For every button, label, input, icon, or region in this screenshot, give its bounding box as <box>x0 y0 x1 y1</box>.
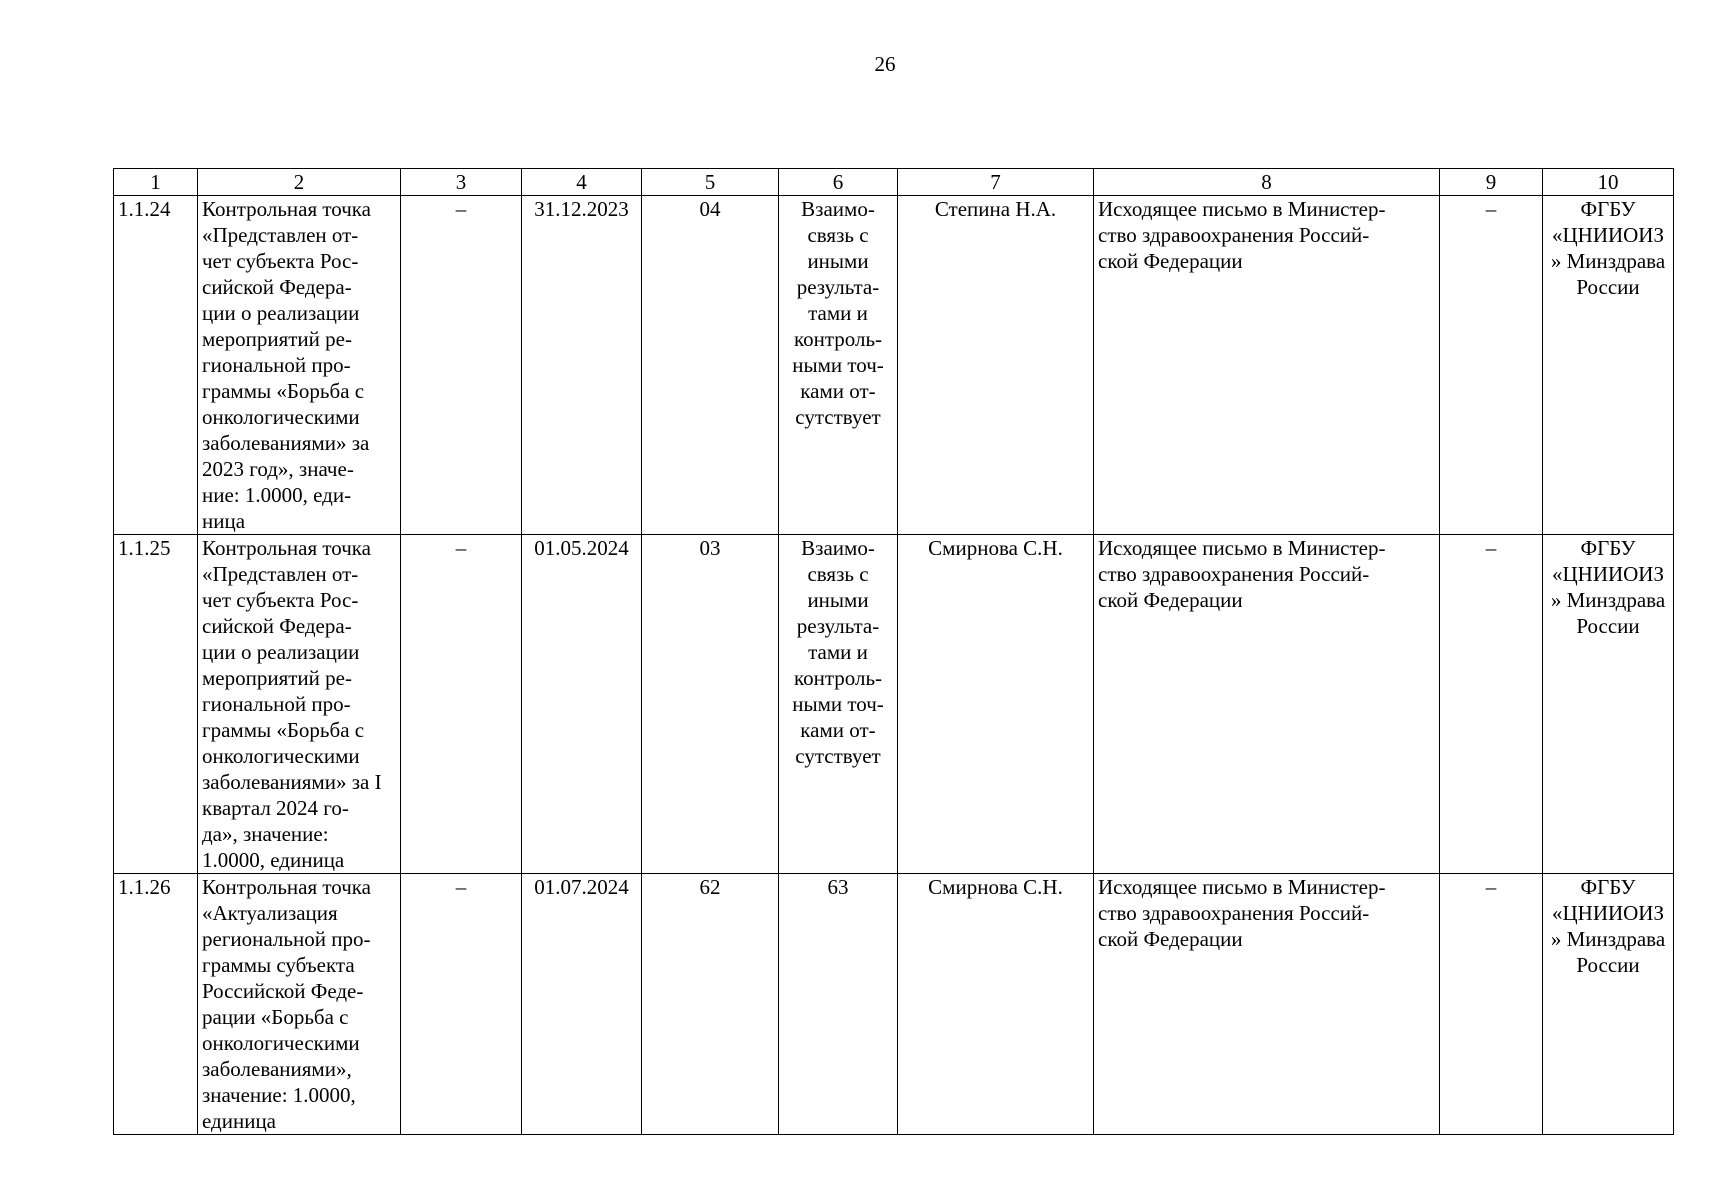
row-organization: ФГБУ «ЦНИИОИЗ» Минздрава России <box>1543 535 1674 874</box>
table-row <box>114 196 1674 535</box>
row-date: 01.05.2024 <box>522 535 642 874</box>
row-responsible: Смирнова С.Н. <box>898 535 1094 874</box>
table-row <box>114 535 1674 874</box>
row-description: Контрольная точка «Представлен от- чет субъекта Рос- сийской Федера- ции о реализации мероприятий ре- гиональной про- граммы «Борьба с онкологическими заболеваниями» за 2023 год», значе- ние: 1.0000, еди- ница <box>198 196 401 535</box>
column-header: 7 <box>898 169 1094 196</box>
column-header: 4 <box>522 169 642 196</box>
row-col9: – <box>1440 874 1543 1135</box>
row-col6: 63 <box>779 874 898 1135</box>
row-number: 1.1.24 <box>114 196 198 535</box>
row-col5: 03 <box>642 535 779 874</box>
column-header: 6 <box>779 169 898 196</box>
row-col5: 04 <box>642 196 779 535</box>
control-points-table <box>113 168 1674 1135</box>
row-organization: ФГБУ «ЦНИИОИЗ» Минздрава России <box>1543 874 1674 1135</box>
row-col6: Взаимо- связь с иными результа- тами и контроль- ными точ- ками от- сутствует <box>779 196 898 535</box>
column-header: 8 <box>1094 169 1440 196</box>
page-number: 26 <box>874 52 896 76</box>
row-col3: – <box>401 535 522 874</box>
row-organization: ФГБУ «ЦНИИОИЗ» Минздрава России <box>1543 196 1674 535</box>
row-document: Исходящее письмо в Министер- ство здравоохранения Россий- ской Федерации <box>1094 874 1440 1135</box>
row-date: 31.12.2023 <box>522 196 642 535</box>
column-header: 3 <box>401 169 522 196</box>
header-row <box>114 169 1674 196</box>
column-header: 2 <box>198 169 401 196</box>
row-col6: Взаимо- связь с иными результа- тами и контроль- ными точ- ками от- сутствует <box>779 535 898 874</box>
row-number: 1.1.26 <box>114 874 198 1135</box>
row-number: 1.1.25 <box>114 535 198 874</box>
row-col9: – <box>1440 535 1543 874</box>
row-col5: 62 <box>642 874 779 1135</box>
column-header: 5 <box>642 169 779 196</box>
row-responsible: Степина Н.А. <box>898 196 1094 535</box>
row-description: Контрольная точка «Актуализация региональной про- граммы субъекта Российской Феде- рации «Борьба с онкологическими заболеваниями», значение: 1.0000, единица <box>198 874 401 1135</box>
column-header: 10 <box>1543 169 1674 196</box>
row-col3: – <box>401 196 522 535</box>
row-document: Исходящее письмо в Министер- ство здравоохранения Россий- ской Федерации <box>1094 196 1440 535</box>
row-description: Контрольная точка «Представлен от- чет субъекта Рос- сийской Федера- ции о реализации мероприятий ре- гиональной про- граммы «Борьба с онкологическими заболеваниями» за I квартал 2024 го- да», значение: 1.0000, единица <box>198 535 401 874</box>
table-row <box>114 874 1674 1135</box>
row-col9: – <box>1440 196 1543 535</box>
column-header: 1 <box>114 169 198 196</box>
row-responsible: Смирнова С.Н. <box>898 874 1094 1135</box>
row-col3: – <box>401 874 522 1135</box>
row-date: 01.07.2024 <box>522 874 642 1135</box>
column-header: 9 <box>1440 169 1543 196</box>
row-document: Исходящее письмо в Министер- ство здравоохранения Россий- ской Федерации <box>1094 535 1440 874</box>
